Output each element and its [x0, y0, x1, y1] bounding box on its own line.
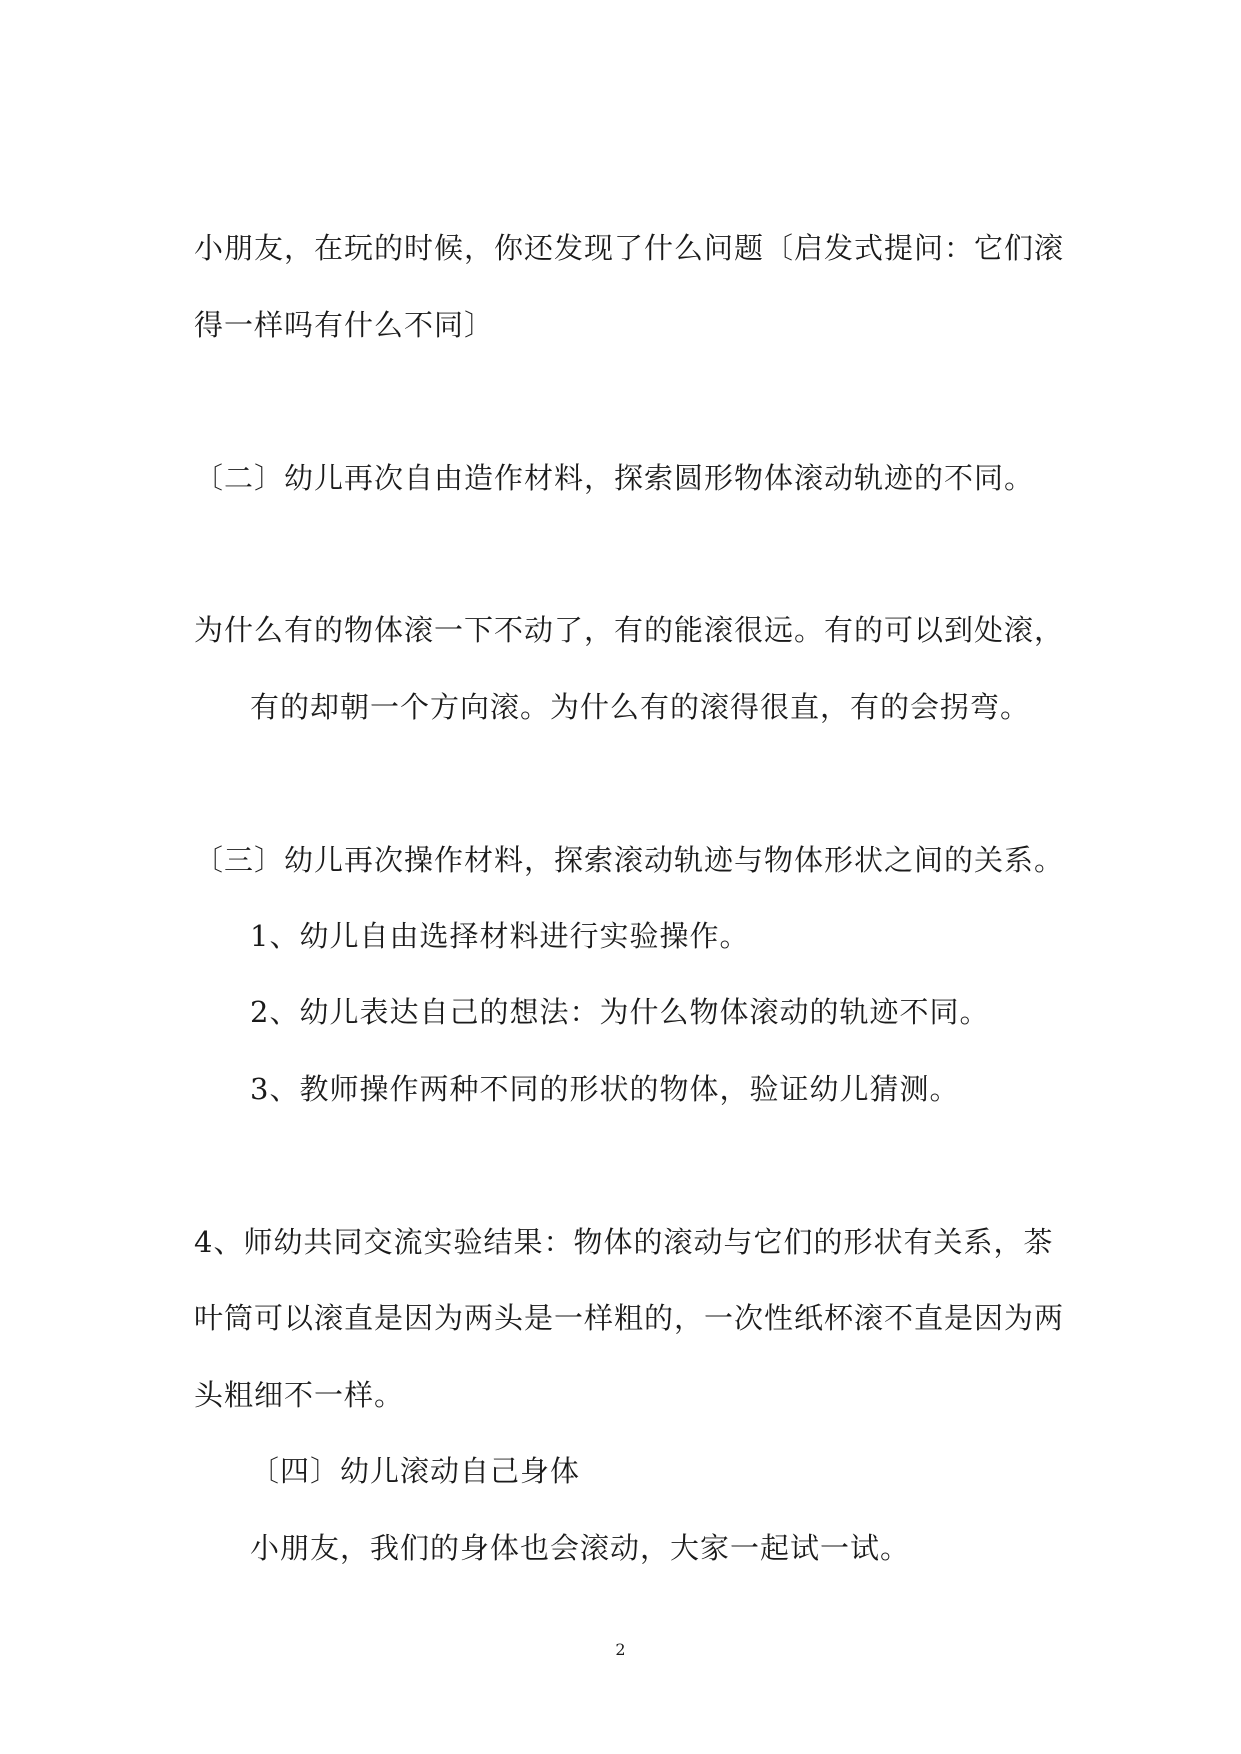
page-number: 2 — [615, 1640, 626, 1659]
list-item-2: 2、幼儿表达自己的想法：为什么物体滚动的轨迹不同。 — [250, 995, 990, 1029]
list-item-3: 3、教师操作两种不同的形状的物体，验证幼儿猜测。 — [250, 1072, 960, 1106]
list-item-4-line-1: 4、师幼共同交流实验结果：物体的滚动与它们的形状有关系，茶 — [194, 1225, 1054, 1259]
list-item-1: 1、幼儿自由选择材料进行实验操作。 — [250, 919, 750, 953]
paragraph-1-line-1: 小朋友，在玩的时候，你还发现了什么问题〔启发式提问：它们滚 — [194, 231, 1065, 265]
list-item-4-line-2: 叶筒可以滚直是因为两头是一样粗的，一次性纸杯滚不直是因为两 — [194, 1301, 1065, 1335]
paragraph-1-line-2: 得一样吗有什么不同〕 — [194, 308, 495, 342]
paragraph-3-line-1: 为什么有的物体滚一下不动了，有的能滚很远。有的可以到处滚， — [194, 613, 1065, 647]
section-heading-2: 〔二〕幼儿再次自由造作材料，探索圆形物体滚动轨迹的不同。 — [194, 461, 1035, 495]
paragraph-3-line-2: 有的却朝一个方向滚。为什么有的滚得很直，有的会拐弯。 — [250, 690, 1031, 724]
closing-paragraph: 小朋友，我们的身体也会滚动，大家一起试一试。 — [250, 1531, 911, 1565]
list-item-4-line-3: 头粗细不一样。 — [194, 1378, 405, 1412]
section-heading-4: 〔四〕幼儿滚动自己身体 — [250, 1454, 581, 1488]
section-heading-3: 〔三〕幼儿再次操作材料，探索滚动轨迹与物体形状之间的关系。 — [194, 843, 1065, 877]
